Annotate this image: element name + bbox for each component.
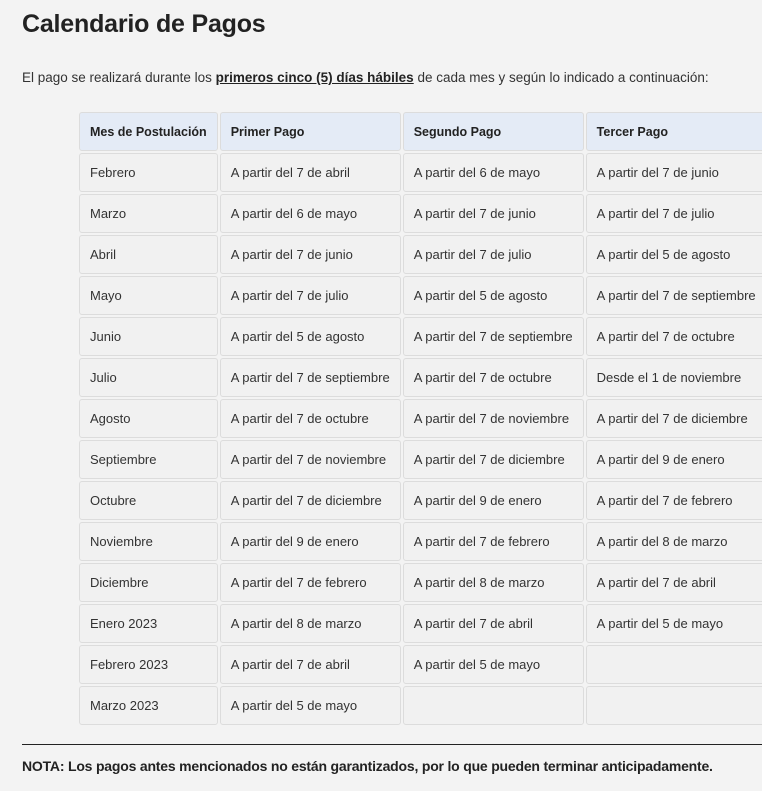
cell-primer-pago: A partir del 7 de octubre xyxy=(220,399,401,438)
table-body xyxy=(79,153,762,725)
cell-tercer-pago: A partir del 7 de julio xyxy=(586,194,762,233)
cell-segundo-pago: A partir del 8 de marzo xyxy=(403,563,584,602)
cell-mes: Enero 2023 xyxy=(79,604,218,643)
cell-segundo-pago: A partir del 7 de febrero xyxy=(403,522,584,561)
cell-primer-pago: A partir del 5 de mayo xyxy=(220,686,401,725)
cell-segundo-pago: A partir del 7 de diciembre xyxy=(403,440,584,479)
cell-segundo-pago: A partir del 7 de septiembre xyxy=(403,317,584,356)
table-row xyxy=(79,358,762,397)
divider xyxy=(22,744,762,745)
cell-mes: Abril xyxy=(79,235,218,274)
cell-tercer-pago: A partir del 9 de enero xyxy=(586,440,762,479)
table-row xyxy=(79,194,762,233)
cell-segundo-pago: A partir del 7 de abril xyxy=(403,604,584,643)
header-mes-postulacion: Mes de Postulación xyxy=(79,112,218,151)
table-row xyxy=(79,604,762,643)
header-tercer-pago: Tercer Pago xyxy=(586,112,762,151)
intro-text-after: de cada mes y según lo indicado a continuación: xyxy=(413,70,709,85)
cell-segundo-pago: A partir del 9 de enero xyxy=(403,481,584,520)
table-row xyxy=(79,645,762,684)
cell-mes: Septiembre xyxy=(79,440,218,479)
intro-text-before: El pago se realizará durante los xyxy=(22,70,216,85)
cell-segundo-pago: A partir del 6 de mayo xyxy=(403,153,584,192)
cell-mes: Febrero 2023 xyxy=(79,645,218,684)
header-segundo-pago: Segundo Pago xyxy=(403,112,584,151)
cell-tercer-pago: A partir del 7 de diciembre xyxy=(586,399,762,438)
intro-emphasis: primeros cinco (5) días hábiles xyxy=(215,70,414,85)
page-title: Calendario de Pagos xyxy=(22,10,266,38)
table-row xyxy=(79,686,762,725)
cell-primer-pago: A partir del 7 de abril xyxy=(220,153,401,192)
cell-primer-pago: A partir del 8 de marzo xyxy=(220,604,401,643)
cell-segundo-pago: A partir del 5 de mayo xyxy=(403,645,584,684)
cell-mes: Octubre xyxy=(79,481,218,520)
header-primer-pago: Primer Pago xyxy=(220,112,401,151)
cell-tercer-pago: A partir del 8 de marzo xyxy=(586,522,762,561)
cell-primer-pago: A partir del 7 de abril xyxy=(220,645,401,684)
cell-segundo-pago xyxy=(403,686,584,725)
cell-mes: Febrero xyxy=(79,153,218,192)
cell-primer-pago: A partir del 7 de julio xyxy=(220,276,401,315)
cell-segundo-pago: A partir del 7 de noviembre xyxy=(403,399,584,438)
payment-calendar-table xyxy=(77,110,762,727)
table-row xyxy=(79,481,762,520)
cell-mes: Noviembre xyxy=(79,522,218,561)
cell-mes: Diciembre xyxy=(79,563,218,602)
table-row xyxy=(79,440,762,479)
cell-tercer-pago xyxy=(586,645,762,684)
table-row xyxy=(79,522,762,561)
table-row xyxy=(79,276,762,315)
cell-mes: Agosto xyxy=(79,399,218,438)
cell-tercer-pago: A partir del 7 de septiembre xyxy=(586,276,762,315)
table-header-row xyxy=(79,112,762,151)
cell-primer-pago: A partir del 7 de diciembre xyxy=(220,481,401,520)
cell-tercer-pago: A partir del 5 de agosto xyxy=(586,235,762,274)
table-row xyxy=(79,563,762,602)
table-row xyxy=(79,153,762,192)
cell-tercer-pago: A partir del 7 de junio xyxy=(586,153,762,192)
cell-tercer-pago: A partir del 7 de octubre xyxy=(586,317,762,356)
cell-tercer-pago: A partir del 5 de mayo xyxy=(586,604,762,643)
cell-primer-pago: A partir del 7 de junio xyxy=(220,235,401,274)
cell-primer-pago: A partir del 6 de mayo xyxy=(220,194,401,233)
cell-mes: Junio xyxy=(79,317,218,356)
cell-tercer-pago: A partir del 7 de febrero xyxy=(586,481,762,520)
table-row xyxy=(79,399,762,438)
cell-tercer-pago: A partir del 7 de abril xyxy=(586,563,762,602)
note-text: NOTA: Los pagos antes mencionados no están garantizados, por lo que pueden terminar anticipadamente. xyxy=(22,758,713,774)
cell-mes: Mayo xyxy=(79,276,218,315)
cell-segundo-pago: A partir del 7 de octubre xyxy=(403,358,584,397)
cell-primer-pago: A partir del 7 de febrero xyxy=(220,563,401,602)
cell-mes: Julio xyxy=(79,358,218,397)
intro-paragraph xyxy=(22,70,709,85)
cell-tercer-pago: Desde el 1 de noviembre xyxy=(586,358,762,397)
cell-primer-pago: A partir del 7 de noviembre xyxy=(220,440,401,479)
cell-mes: Marzo 2023 xyxy=(79,686,218,725)
cell-segundo-pago: A partir del 5 de agosto xyxy=(403,276,584,315)
cell-mes: Marzo xyxy=(79,194,218,233)
table-row xyxy=(79,235,762,274)
cell-segundo-pago: A partir del 7 de julio xyxy=(403,235,584,274)
table-row xyxy=(79,317,762,356)
cell-primer-pago: A partir del 9 de enero xyxy=(220,522,401,561)
cell-primer-pago: A partir del 5 de agosto xyxy=(220,317,401,356)
cell-primer-pago: A partir del 7 de septiembre xyxy=(220,358,401,397)
cell-segundo-pago: A partir del 7 de junio xyxy=(403,194,584,233)
cell-tercer-pago xyxy=(586,686,762,725)
